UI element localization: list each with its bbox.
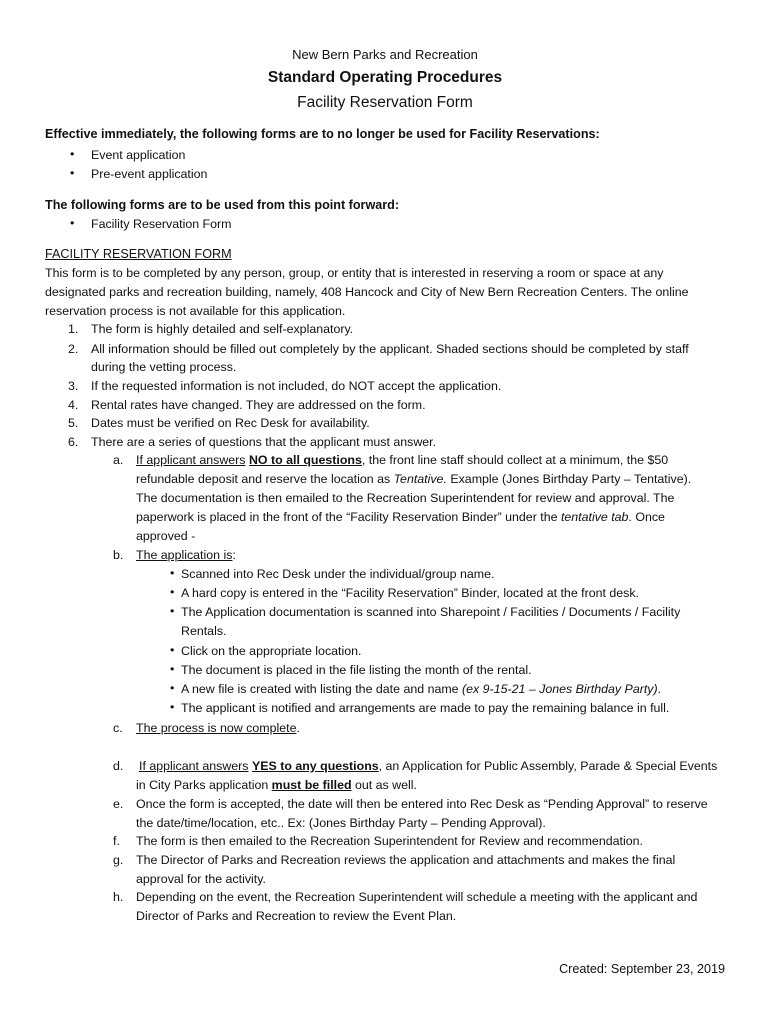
item-a-text: . Once [628,510,665,524]
doc-subtitle: Facility Reservation Form [297,94,473,111]
item-a-underlined: If applicant answers [136,453,246,467]
section1-heading: Effective immediately, the following forms are to no longer be used for Facility Reservations: [45,127,600,141]
item-b-underlined: The application is [136,548,233,562]
item-a-line4 [136,510,665,525]
list-item: The Application documentation is scanned into Sharepoint / Facilities / Documents / Facility [181,605,681,619]
sublist-letter: d. [113,759,124,773]
list-item: Once the form is accepted, the date will then be entered into Rec Desk as “Pending Approval” to reserve [136,797,708,811]
bullet-icon: • [170,643,175,657]
item-a-bold: NO to all questions [248,453,362,467]
bullet-icon: • [170,681,175,695]
list-item: Dates must be verified on Rec Desk for availability. [91,416,370,430]
created-date: Created: September 23, 2019 [559,962,725,976]
section3-heading: FACILITY RESERVATION FORM [45,247,232,261]
list-item: The form is then emailed to the Recreation Superintendent for Review and recommendation. [136,834,643,848]
item-d-bold: YES to any questions [251,759,379,773]
bullet6-text: A new file is created with listing the date and name [181,682,463,696]
bullet-icon: • [170,662,175,676]
sublist-letter: c. [113,721,123,735]
list-item: Scanned into Rec Desk under the individual/group name. [181,567,495,581]
item-a-line5: approved - [136,529,196,543]
item-d-text: out as well. [351,778,417,792]
item-d-line2 [136,778,417,793]
bullet-icon: • [170,566,175,580]
item-c-end: . [296,721,300,735]
item-c-underlined: The process is now complete [136,721,297,735]
list-item: Depending on the event, the Recreation Superintendent will schedule a meeting with the applicant and [136,890,698,904]
intro-line: reservation process is not available for this application. [45,304,346,318]
bullet6-italic: (ex 9-15-21 – Jones Birthday Party) [462,682,658,696]
sublist-letter: h. [113,890,124,904]
bullet-icon: • [70,216,75,230]
item-c-text [136,721,300,736]
item-b-label [136,548,236,563]
list-number: 5. [68,416,79,430]
item-a-line2 [136,472,691,487]
list-item-cont: Director of Parks and Recreation to review the Event Plan. [136,909,457,923]
bullet-icon: • [170,585,175,599]
list-number: 3. [68,379,79,393]
item-a-line3: The documentation is then emailed to the Recreation Superintendent for review and approval. The [136,491,675,505]
item-a-text: refundable deposit and reserve the location as [136,472,394,486]
list-number: 6. [68,435,79,449]
bullet6-end: . [657,682,662,696]
list-item-cont: Rentals. [181,624,227,638]
doc-title: Standard Operating Procedures [267,69,503,86]
list-number: 4. [68,398,79,412]
item-d-bold: must be filled [271,778,352,792]
list-item: All information should be filled out completely by the applicant. Shaded sections should be completed by staff [91,342,689,356]
list-item: If the requested information is not included, do NOT accept the application. [91,379,502,393]
list-item [181,682,661,697]
item-d-rest: , an Application for Public Assembly, Parade & Special Events [378,759,718,773]
intro-line: designated parks and recreation building, namely, 408 Hancock and City of New Bern Recreation Centers. The online [45,285,689,299]
list-item: Rental rates have changed. They are addressed on the form. [91,398,426,412]
bullet-icon: • [170,700,175,714]
list-item: Click on the appropriate location. [181,644,362,658]
list-item: Facility Reservation Form [91,217,232,231]
list-item: There are a series of questions that the applicant must answer. [91,435,437,449]
list-item: Event application [91,148,186,162]
item-d-underlined: If applicant answers [139,759,249,773]
item-d-text: in City Parks application [136,778,272,792]
list-number: 1. [68,322,79,336]
list-item-cont: approval for the activity. [136,872,266,886]
sublist-letter: g. [113,853,124,867]
list-item-cont: the date/time/location, etc.. Ex: (Jones Birthday Party – Pending Approval). [136,816,546,830]
sublist-letter: f. [113,834,120,848]
org-name: New Bern Parks and Recreation [292,47,478,62]
item-a-line1 [136,453,668,468]
bullet-icon: • [70,147,75,161]
item-b-colon: : [232,548,236,562]
item-a-italic: Tentative. [393,472,447,486]
bullet-icon: • [170,604,175,618]
list-item: The document is placed in the file listing the month of the rental. [181,663,532,677]
list-item: A hard copy is entered in the “Facility Reservation” Binder, located at the front desk. [181,586,640,600]
item-a-italic: tentative tab [560,510,629,524]
item-d-line1 [139,759,717,774]
intro-line: This form is to be completed by any person, group, or entity that is interested in reserving a room or space at any [45,266,664,280]
item-a-text: Example (Jones Birthday Party – Tentative). [446,472,692,486]
section2-heading: The following forms are to be used from this point forward: [45,198,400,212]
sublist-letter: a. [113,453,124,467]
list-item: The applicant is notified and arrangements are made to pay the remaining balance in full. [181,701,670,715]
list-item: The form is highly detailed and self-explanatory. [91,322,354,336]
sublist-letter: b. [113,548,124,562]
bullet-icon: • [70,166,75,180]
sublist-letter: e. [113,797,124,811]
item-a-text: paperwork is placed in the front of the “Facility Reservation Binder” under the [136,510,561,524]
list-item: Pre-event application [91,167,208,181]
list-item-cont: during the vetting process. [91,360,237,374]
item-a-rest: , the front line staff should collect at a minimum, the $50 [361,453,669,467]
list-number: 2. [68,342,79,356]
list-item: The Director of Parks and Recreation reviews the application and attachments and makes the final [136,853,676,867]
